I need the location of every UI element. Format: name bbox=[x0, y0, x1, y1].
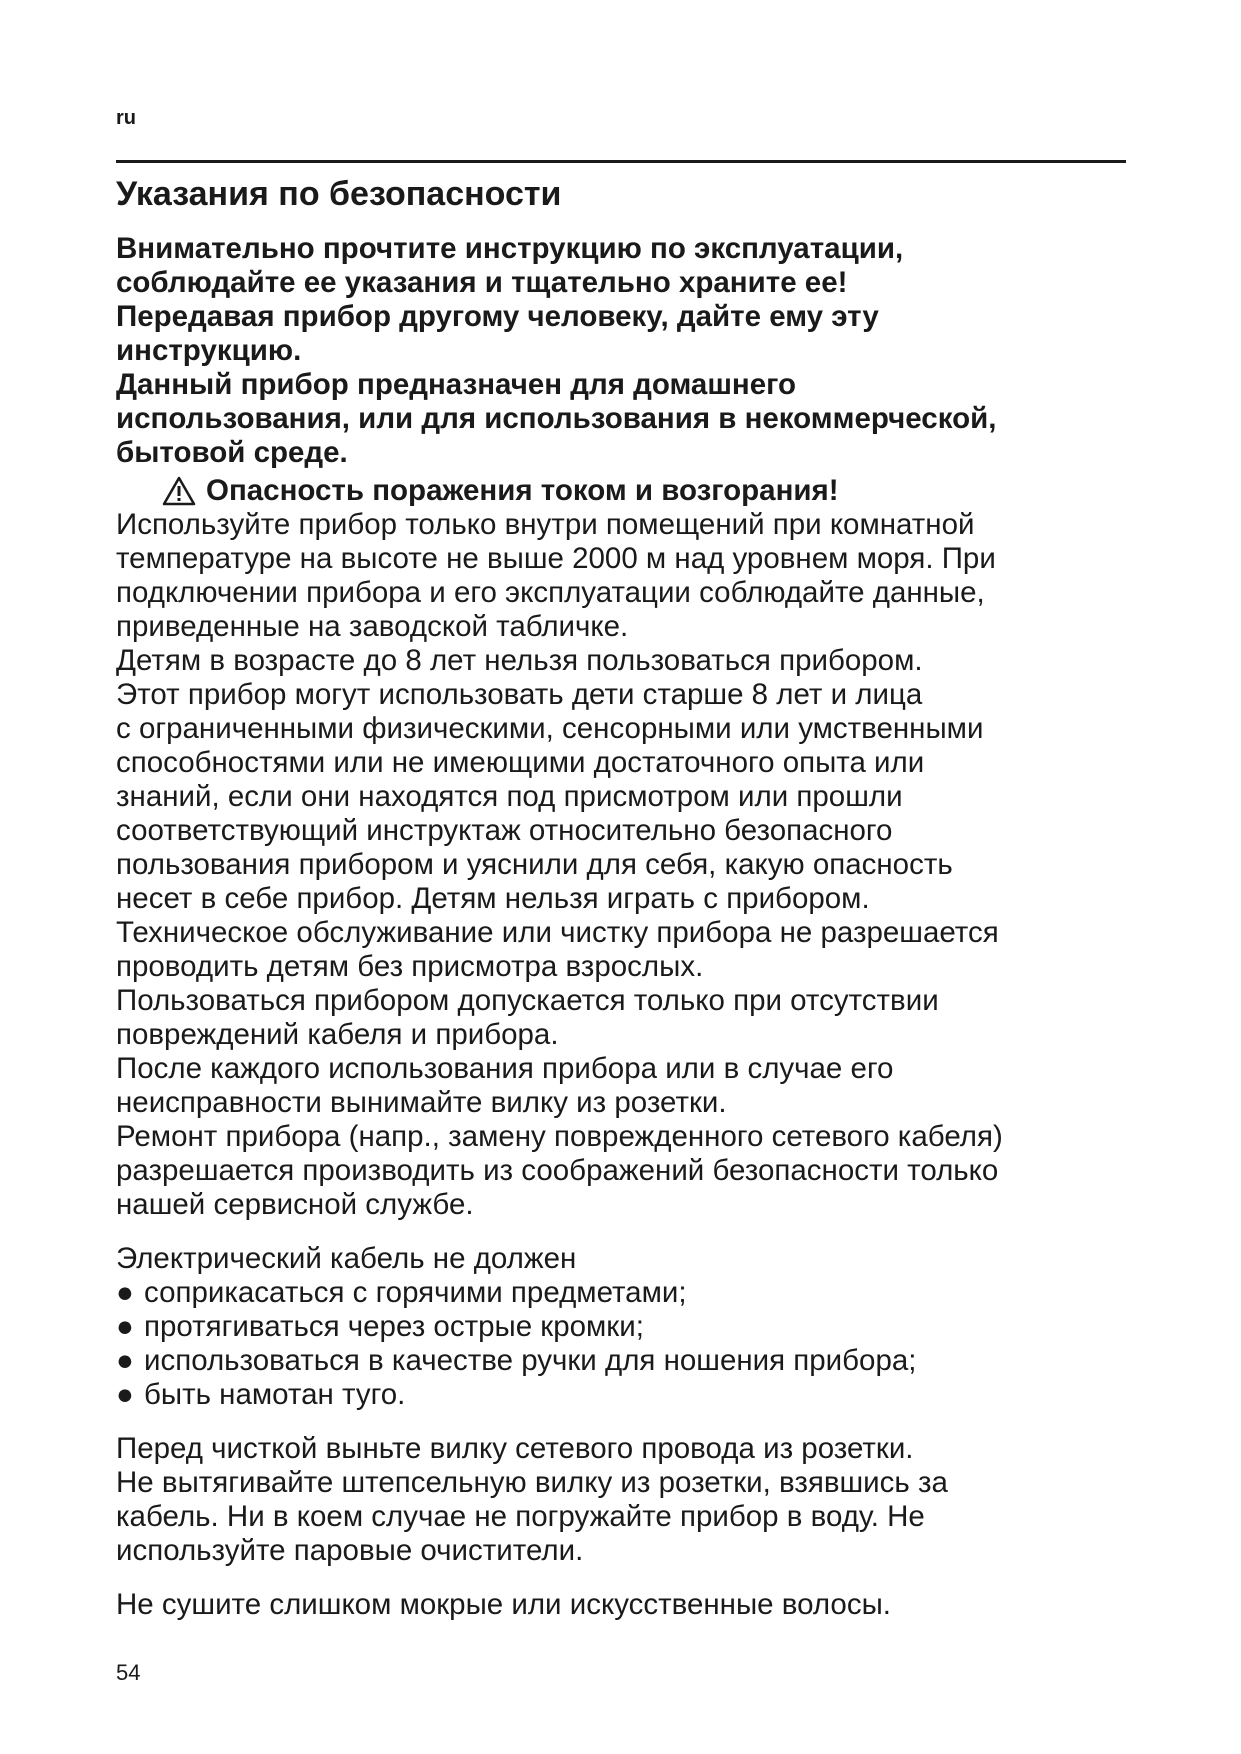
page-content bbox=[116, 172, 1126, 1622]
cable-lead: Электрический кабель не должен bbox=[116, 1242, 577, 1275]
bullet-icon: ● bbox=[116, 1378, 134, 1411]
list-item bbox=[116, 1344, 1126, 1378]
safety-text bbox=[116, 508, 1126, 1222]
intro-line: Передавая прибор другому человеку, дайте ему эту bbox=[116, 300, 879, 333]
text-line: с ограниченными физическими, сенсорными или умственными bbox=[116, 712, 984, 745]
text-line: Не вытягивайте штепсельную вилку из розетки, взявшись за bbox=[116, 1466, 948, 1499]
text-line: повреждений кабеля и прибора. bbox=[116, 1018, 559, 1051]
text-line: используйте паровые очистители. bbox=[116, 1534, 584, 1567]
text-line: Пользоваться прибором допускается только при отсутствии bbox=[116, 984, 939, 1017]
bullet-icon: ● bbox=[116, 1310, 134, 1343]
text-line: пользования прибором и уяснили для себя, какую опасность bbox=[116, 848, 953, 881]
header-rule bbox=[116, 160, 1126, 163]
text-line: соответствующий инструктаж относительно безопасного bbox=[116, 814, 893, 847]
page-number: 54 bbox=[116, 1660, 141, 1685]
text-line: Этот прибор могут использовать дети старше 8 лет и лица bbox=[116, 678, 923, 711]
intro-line: соблюдайте ее указания и тщательно храните ее! bbox=[116, 266, 848, 299]
text-line: подключении прибора и его эксплуатации соблюдайте данные, bbox=[116, 576, 985, 609]
intro-line: бытовой среде. bbox=[116, 436, 348, 469]
cleaning-text bbox=[116, 1432, 1126, 1568]
intro-block bbox=[116, 232, 1126, 470]
warning-heading-text: Опасность поражения током и возгорания! bbox=[206, 474, 839, 507]
list-item-text: быть намотан туго. bbox=[144, 1378, 406, 1411]
list-item bbox=[116, 1276, 1126, 1310]
text-line: Используйте прибор только внутри помещений при комнатной bbox=[116, 508, 975, 541]
text-line: проводить детям без присмотра взрослых. bbox=[116, 950, 704, 983]
intro-line: Внимательно прочтите инструкцию по эксплуатации, bbox=[116, 232, 904, 265]
hair-note: Не сушите слишком мокрые или искусственные волосы. bbox=[116, 1588, 891, 1621]
text-line: Техническое обслуживание или чистку прибора не разрешается bbox=[116, 916, 999, 949]
list-item-text: использоваться в качестве ручки для ношения прибора; bbox=[144, 1344, 917, 1377]
intro-line: использования, или для использования в некоммерческой, bbox=[116, 402, 997, 435]
text-line: После каждого использования прибора или в случае его bbox=[116, 1052, 894, 1085]
text-line: Детям в возрасте до 8 лет нельзя пользоваться прибором. bbox=[116, 644, 923, 677]
intro-line: Данный прибор предназначен для домашнего bbox=[116, 368, 797, 401]
cable-list bbox=[116, 1276, 1126, 1412]
text-line: Перед чисткой выньте вилку сетевого провода из розетки. bbox=[116, 1432, 914, 1465]
text-line: Ремонт прибора (напр., замену поврежденного сетевого кабеля) bbox=[116, 1120, 1003, 1153]
text-line: приведенные на заводской табличке. bbox=[116, 610, 629, 643]
warning-triangle-icon bbox=[162, 476, 196, 506]
warning-heading bbox=[162, 474, 1126, 508]
bullet-icon: ● bbox=[116, 1276, 134, 1309]
language-tag: ru bbox=[116, 107, 136, 129]
list-item bbox=[116, 1378, 1126, 1412]
list-item-text: соприкасаться с горячими предметами; bbox=[144, 1276, 687, 1309]
list-item bbox=[116, 1310, 1126, 1344]
page-title: Указания по безопасности bbox=[116, 175, 562, 213]
text-line: разрешается производить из соображений безопасности только bbox=[116, 1154, 999, 1187]
text-line: неисправности вынимайте вилку из розетки. bbox=[116, 1086, 727, 1119]
bullet-icon: ● bbox=[116, 1344, 134, 1377]
text-line: знаний, если они находятся под присмотром или прошли bbox=[116, 780, 903, 813]
text-line: несет в себе прибор. Детям нельзя играть с прибором. bbox=[116, 882, 870, 915]
text-line: нашей сервисной службе. bbox=[116, 1188, 474, 1221]
text-line: температуре на высоте не выше 2000 м над уровнем моря. При bbox=[116, 542, 996, 575]
text-line: способностями или не имеющими достаточного опыта или bbox=[116, 746, 925, 779]
list-item-text: протягиваться через острые кромки; bbox=[144, 1310, 644, 1343]
intro-line: инструкцию. bbox=[116, 334, 302, 367]
text-line: кабель. Ни в коем случае не погружайте прибор в воду. Не bbox=[116, 1500, 925, 1533]
